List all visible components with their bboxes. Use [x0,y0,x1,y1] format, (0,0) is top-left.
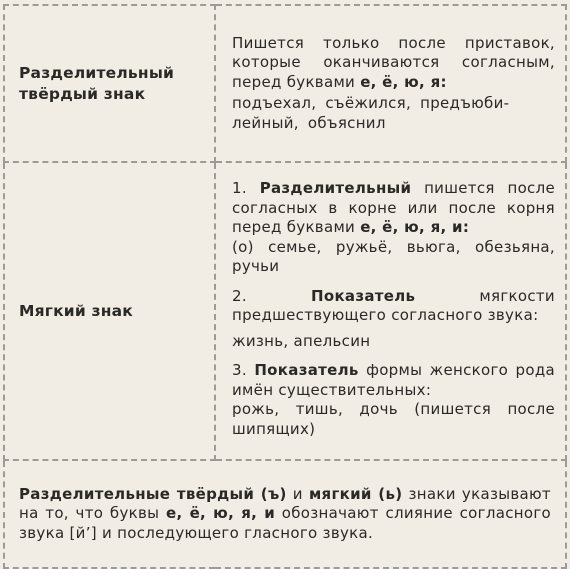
example-words [232,94,555,133]
rules-table [3,4,567,569]
example-line: подъехал, съёжился, предъюби- [232,94,510,113]
point-examples: рожь, тишь, дочь (пишется после шипящих) [232,400,555,438]
point-title: Показатель [310,286,416,305]
point-text: мягкости предшествующего согласного звука: [232,286,555,324]
point-letters: е, ё, ю, я, и: [360,218,470,236]
rule-description: Пишется только после приставок, которые оканчиваются согласным, перед буквами [232,33,555,91]
soft-sign-point-3 [232,361,555,439]
point-examples: (о) семье, ружьё, вьюга, обезьяна, ручьи [232,237,555,275]
table-row-soft-sign [4,162,566,460]
row-heading-soft-sign: Мягкий знак [4,162,215,460]
point-number: 3. [232,361,247,379]
rule-text [232,34,555,93]
point-number: 1. [232,179,247,197]
point-text: формы женского рода имён существительных: [232,361,555,399]
point-title: Показатель [254,361,359,379]
note-text: обозначают слияние согласного звука [й’] и последующего гласного звука. [19,504,551,542]
point-title: Разделительный [259,179,412,197]
note-text: и [292,484,303,503]
point-text: пишется после согласных в корне или после корня перед буквами [232,179,556,236]
note-text: знаки указывают на то, что буквы [19,484,551,523]
row-body-hard-sign [215,5,566,162]
example-line: лейный, объяснил [232,113,386,132]
soft-sign-point-1 [232,179,555,277]
heading-line: Разделительный [19,63,175,82]
heading-line: твёрдый знак [19,84,146,103]
note-letters: е, ё, ю, я, и [165,504,276,523]
row-body-soft-sign [215,162,566,460]
summary-note [4,460,566,568]
point-number: 2. [232,286,247,305]
soft-sign-point-2 [232,287,555,352]
row-heading-hard-sign [4,5,215,162]
note-bold: Разделительные твёрдый (ъ) [19,484,287,503]
note-bold: мягкий (ь) [308,484,403,503]
point-examples: жизнь, апельсин [232,331,371,350]
table-row-note [4,460,566,568]
table-row-hard-sign [4,5,566,162]
rule-letters: е, ё, ю, я: [360,72,447,91]
